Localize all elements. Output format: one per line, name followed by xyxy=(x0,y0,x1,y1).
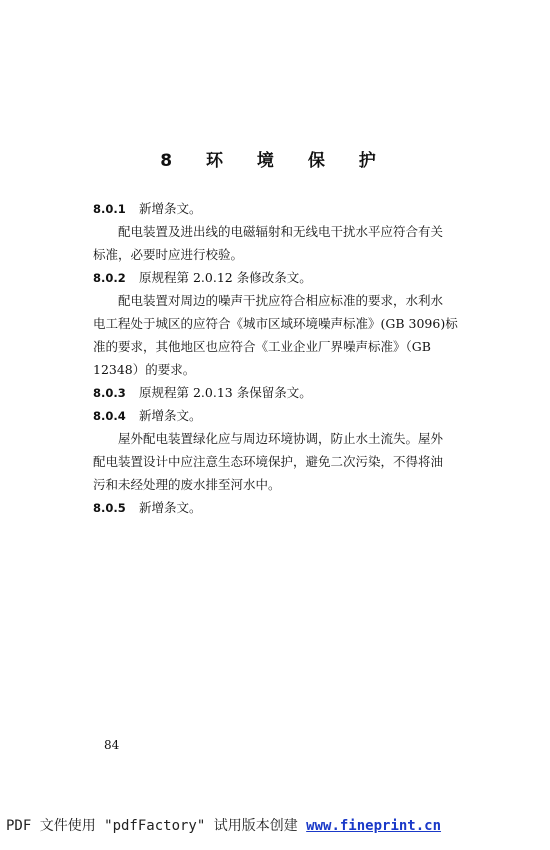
page-title: 8 环 境 保 护 xyxy=(160,151,390,171)
clause-note: 新增条文。 xyxy=(139,500,202,515)
page-number: 84 xyxy=(104,738,120,752)
paragraph-line: 12348）的要求。 xyxy=(93,362,196,377)
paragraph-line: 配电装置设计中应注意生态环境保护，避免二次污染，不得将油 xyxy=(93,454,444,469)
clause-heading-8-0-4 xyxy=(93,404,487,427)
paragraph-line: 标准，必要时应进行校验。 xyxy=(93,247,244,262)
paragraph-line: 污和未经处理的废水排至河水中。 xyxy=(93,477,281,492)
clause-number: 8.0.5 xyxy=(93,501,126,515)
clause-number: 8.0.2 xyxy=(93,271,126,285)
clause-heading-8-0-1 xyxy=(93,197,487,220)
clause-note: 原规程第 2.0.12 条修改条文。 xyxy=(139,270,312,285)
paragraph-line: 准的要求，其他地区也应符合《工业企业厂界噪声标准》（GB xyxy=(93,339,431,354)
pdf-watermark-footer xyxy=(6,815,546,835)
clause-heading-8-0-5 xyxy=(93,496,487,519)
document-body xyxy=(93,197,487,519)
paragraph-line: 配电装置及进出线的电磁辐射和无线电干扰水平应符合有关 xyxy=(118,224,444,239)
clause-number: 8.0.1 xyxy=(93,202,126,216)
clause-note: 原规程第 2.0.13 条保留条文。 xyxy=(139,385,312,400)
clause-heading-8-0-3 xyxy=(93,381,487,404)
paragraph-line: 电工程处于城区的应符合《城市区域环境噪声标准》(GB 3096)标 xyxy=(93,316,458,331)
clause-number: 8.0.3 xyxy=(93,386,126,400)
clause-note: 新增条文。 xyxy=(139,201,202,216)
clause-note: 新增条文。 xyxy=(139,408,202,423)
clause-number: 8.0.4 xyxy=(93,409,126,423)
paragraph-line: 配电装置对周边的噪声干扰应符合相应标准的要求，水利水 xyxy=(118,293,444,308)
clause-heading-8-0-2 xyxy=(93,266,487,289)
paragraph-line: 屋外配电装置绿化应与周边环境协调，防止水土流失。屋外 xyxy=(118,431,444,446)
footer-link[interactable]: www.fineprint.cn xyxy=(306,818,442,834)
footer-text: PDF 文件使用 "pdfFactory" 试用版本创建 xyxy=(6,818,307,834)
